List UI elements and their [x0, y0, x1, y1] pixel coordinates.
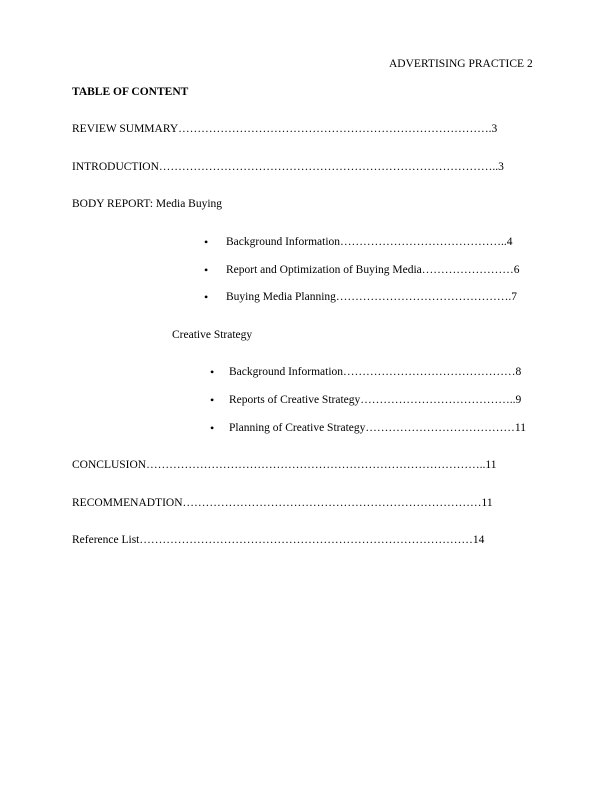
toc-entry-creative-strategy: Creative Strategy — [172, 329, 253, 341]
toc-entry-recommendation: RECOMMENADTION……………………………………………………………………11 — [72, 497, 493, 509]
toc-entry-review-summary: REVIEW SUMMARY……………………………………………………………………….3 — [72, 123, 498, 135]
bullet-icon: • — [204, 235, 209, 249]
toc-entry-body-report: BODY REPORT: Media Buying — [72, 198, 223, 210]
bullet-icon: • — [210, 365, 215, 379]
toc-entry-reference-list: Reference List……………………………………………………………………………14 — [72, 534, 485, 546]
toc-title: TABLE OF CONTENT — [72, 86, 189, 98]
running-head: ADVERTISING PRACTICE 2 — [389, 58, 533, 70]
toc-entry-mb-report-optimization: Report and Optimization of Buying Media……………………6 — [226, 264, 520, 276]
toc-entry-cs-background: Background Information………………………………………8 — [229, 366, 522, 378]
toc-entry-mb-background: Background Information……………………………………..4 — [226, 236, 513, 248]
toc-entry-conclusion: CONCLUSION……………………………………………………………………………..11 — [72, 459, 497, 471]
bullet-icon: • — [204, 290, 209, 304]
bullet-icon: • — [210, 393, 215, 407]
toc-entry-cs-planning: Planning of Creative Strategy…………………………………11 — [229, 422, 526, 434]
toc-entry-introduction: INTRODUCTION……………………………………………………………………………..3 — [72, 161, 504, 173]
toc-entry-cs-reports: Reports of Creative Strategy…………………………………..9 — [229, 394, 522, 406]
toc-entry-mb-planning: Buying Media Planning……………………………………….7 — [226, 291, 518, 303]
bullet-icon: • — [210, 421, 215, 435]
bullet-icon: • — [204, 263, 209, 277]
